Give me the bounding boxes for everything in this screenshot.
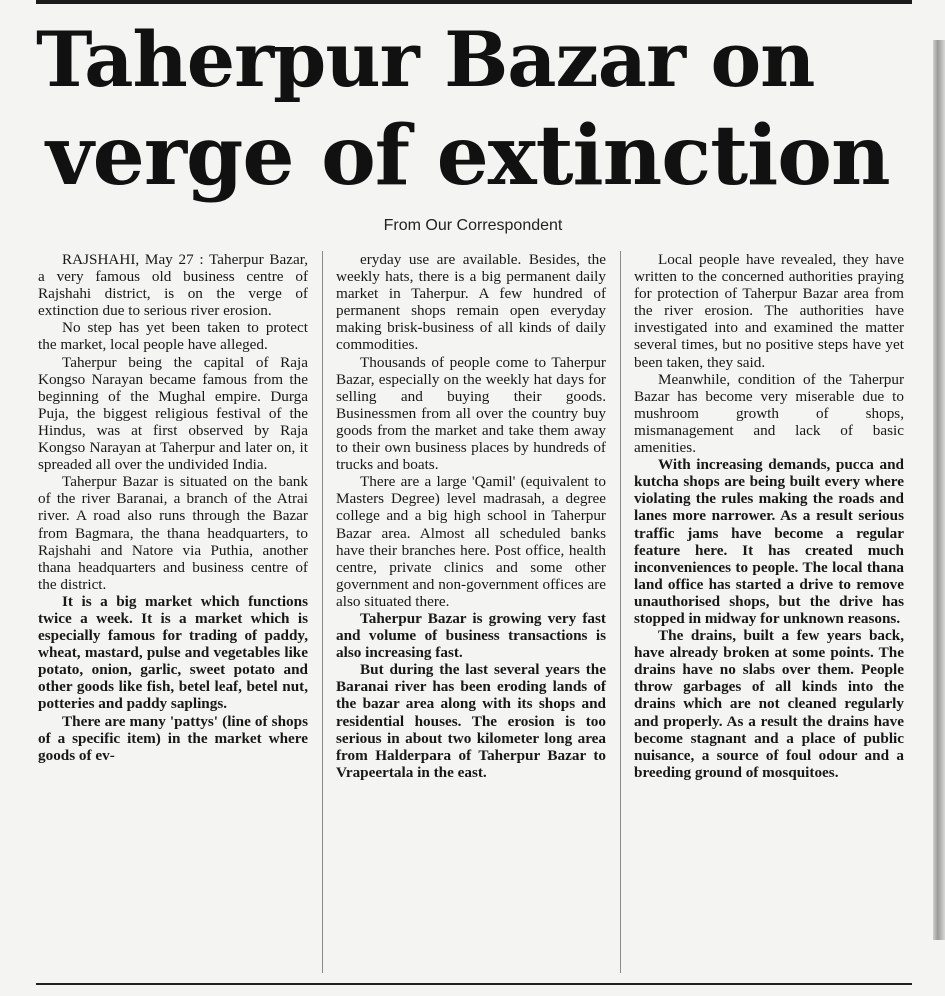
article-column-3 <box>634 251 904 781</box>
article-paragraph: It is a big market which functions twice a week. It is a market which is especially famous for trading of paddy, wheat, mastard, pulse and vegetables like potato, onion, garlic, sweet potato and other goods like fish, betel leaf, betel nut, potteries and paddy saplings. <box>38 592 308 713</box>
article-column-1 <box>38 251 308 764</box>
article-paragraph: But during the last several years the Baranai river has been eroding lands of the bazar area along with its shops and residential houses. The erosion is too serious in about two kilometer long area from Halderpara of Taherpur Bazar to Vrapeertala in the east. <box>336 661 606 781</box>
bottom-rule <box>36 983 912 985</box>
article-paragraph: Local people have revealed, they have written to the concerned authorities praying for protection of Taherpur Bazar area from the river erosion. The authorities have investigated into and examined the matter several times, but no positive steps have yet been taken, they said. <box>634 251 904 371</box>
page-edge-shadow <box>933 40 945 940</box>
top-rule <box>36 0 912 4</box>
article-paragraph: Meanwhile, condition of the Taherpur Bazar has become very miserable due to mushroom growth of shops, mismanagement and lack of basic amenities. <box>634 370 904 457</box>
article-paragraph: No step has yet been taken to protect the market, local people have alleged. <box>38 319 308 354</box>
article-paragraph: RAJSHAHI, May 27 : Taherpur Bazar, a very famous old business centre of Rajshahi district, is on the verge of extinction due to serious river erosion. <box>38 251 308 320</box>
column-divider <box>322 251 323 973</box>
article-column-2 <box>336 251 606 781</box>
article-paragraph: The drains, built a few years back, have already broken at some points. The drains have no slabs over them. People throw garbages of all kinds into the drains which are not cleaned regularly and properly. As a result the drains have become stagnant and a place of public nuisance, a source of foul odour and a breeding ground of mosquitoes. <box>634 627 904 781</box>
column-divider <box>620 251 621 973</box>
headline-line-2: verge of extinction <box>46 108 890 204</box>
article-paragraph: Taherpur being the capital of Raja Kongso Narayan became famous from the beginning of the Mughal empire. Durga Puja, the biggest religious festival of the Hindus, was at first observed by Raja Kongso Narayan at Taherpur and later on, it spreaded all over the undivided India. <box>38 353 308 474</box>
byline: From Our Correspondent <box>383 217 563 234</box>
article-paragraph: There are a large 'Qamil' (equivalent to Masters Degree) level madrasah, a degree college and a big high school in Taherpur Bazar area. Almost all scheduled banks have their branches here. Post office, health centre, private clinics and some other government and non-government offices are also situated there. <box>336 473 606 610</box>
headline-line-1: Taherpur Bazar on <box>36 15 815 104</box>
article-paragraph: eryday use are available. Besides, the weekly hats, there is a big permanent daily market in Taherpur. A few hundred of permanent shops remain open everyday making brisk-business of all kinds of daily commodities. <box>336 251 606 354</box>
article-paragraph: Taherpur Bazar is growing very fast and volume of business transactions is also increasing fast. <box>336 609 606 662</box>
article-paragraph: Thousands of people come to Taherpur Bazar, especially on the weekly hat days for selling and buying their goods. Businessmen from all over the country buy goods from the market and take them away to their own business places by hundreds of trucks and boats. <box>336 353 606 474</box>
article-paragraph: With increasing demands, pucca and kutcha shops are being built every where violating the rules making the roads and lanes more narrower. As a result serious traffic jams have become a regular feature here. It has created much inconveniences to people. The local thana land office has started a drive to remove unauthorised shops, but the drive has stopped in midway for unknown reasons. <box>634 456 904 627</box>
article-paragraph: Taherpur Bazar is situated on the bank of the river Baranai, a branch of the Atrai river. A road also runs through the Bazar from Bagmara, the thana headquarters, to Rajshahi and Natore via Puthia, another thana headquarters and business centre of the district. <box>38 473 308 593</box>
article-paragraph: There are many 'pattys' (line of shops of a specific item) in the market where goods of ev- <box>38 712 308 764</box>
